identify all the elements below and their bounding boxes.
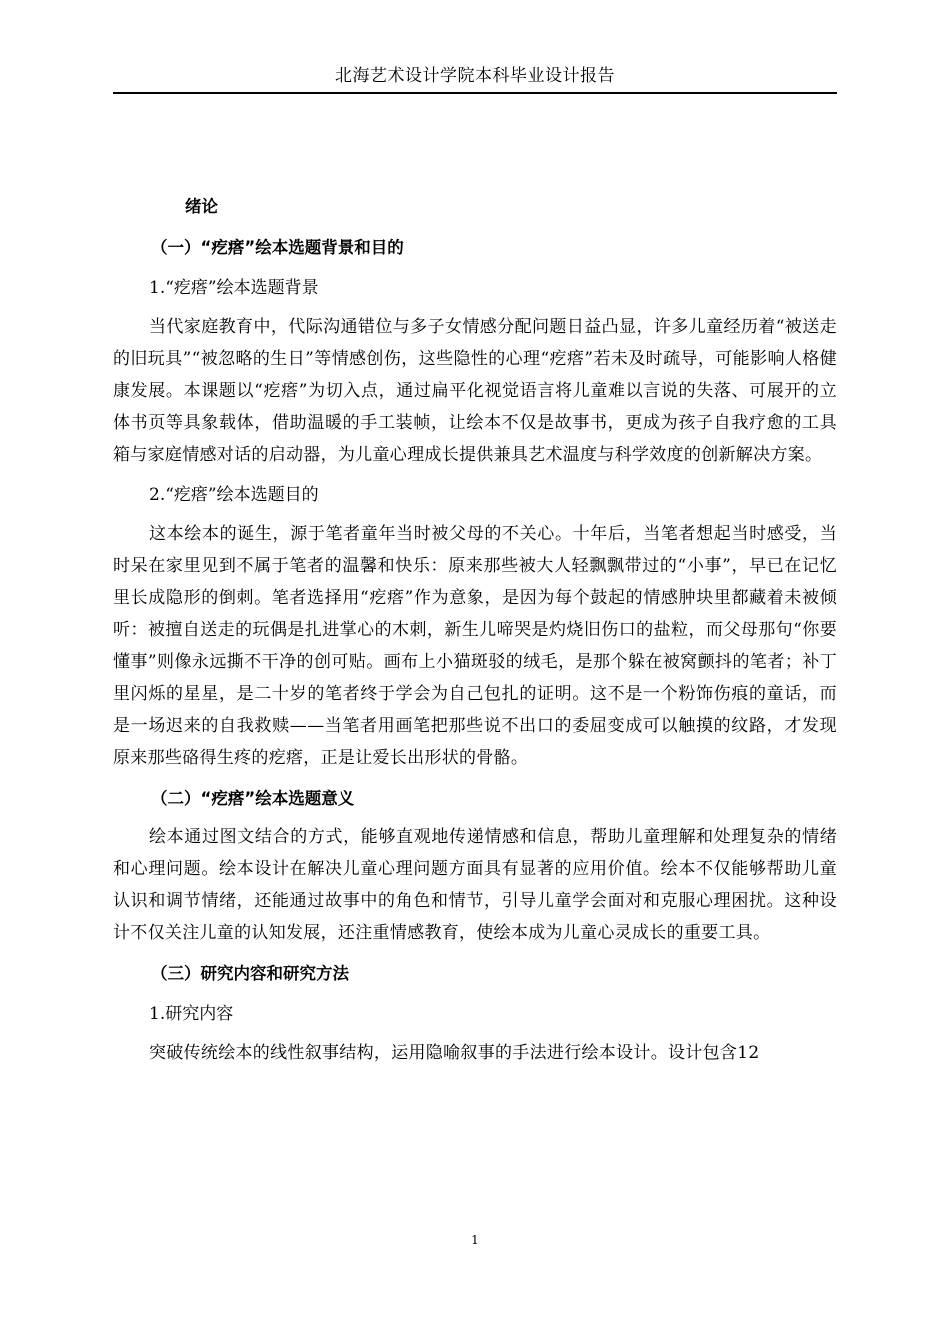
page-header: 北海艺术设计学院本科毕业设计报告	[113, 64, 837, 94]
section-3-subheading-1: 1.研究内容	[149, 1004, 234, 1024]
section-1-paragraph-1: 当代家庭教育中，代际沟通错位与多子女情感分配问题日益凸显，许多儿童经历着“被送走的旧玩具”“被忽略的生日”等情感创伤，这些隐性的心理“疙瘩”若未及时疏导，可能影响人格健康发展。本课题以“疙瘩”为切入点，通过扁平化视觉语言将儿童难以言说的失落、可展开的立体书页等具象载体，借助温暖的手工装帧，让绘本不仅是故事书，更成为孩子自我疗愈的工具箱与家庭情感对话的启动器，为儿童心理成长提供兼具艺术温度与科学效度的创新解决方案。	[113, 317, 837, 465]
section-3-paragraph-1: 突破传统绘本的线性叙事结构，运用隐喻叙事的手法进行绘本设计。设计包含12	[149, 1043, 760, 1063]
section-2-heading: （二）“疙瘩”绘本选题意义	[151, 789, 355, 808]
section-1-paragraph-2: 这本绘本的诞生，源于笔者童年当时被父母的不关心。十年后，当笔者想起当时感受，当时呆在家里见到不属于笔者的温馨和快乐：原来那些被大人轻飘飘带过的“小事”，早已在记忆里长成隐形的倒刺。笔者选择用“疙瘩”作为意象，是因为每个鼓起的情感肿块里都藏着未被倾听：被擅自送走的玩偶是扎进掌心的木刺，新生儿啼哭是灼烧旧伤口的盐粒，而父母那句“你要懂事”则像永远撕不干净的创可贴。画布上小猫斑驳的绒毛，是那个躲在被窝颤抖的笔者；补丁里闪烁的星星，是二十岁的笔者终于学会为自己包扎的证明。这不是一个粉饰伤痕的童话，而是一场迟来的自我救赎——当笔者用画笔把那些说不出口的委屈变成可以触摸的纹路，才发现原来那些硌得生疼的疙瘩，正是让爱长出形状的骨骼。	[113, 524, 837, 768]
section-1-heading: （一）“疙瘩”绘本选题背景和目的	[151, 238, 404, 257]
section-2-paragraph-1: 绘本通过图文结合的方式，能够直观地传递情感和信息，帮助儿童理解和处理复杂的情绪和心理问题。绘本设计在解决儿童心理问题方面具有显著的应用价值。绘本不仅能够帮助儿童认识和调节情绪，还能通过故事中的角色和情节，引导儿童学会面对和克服心理困扰。这种设计不仅关注儿童的认知发展，还注重情感教育，使绘本成为儿童心灵成长的重要工具。	[113, 827, 837, 943]
section-1-subheading-2: 2.“疙瘩”绘本选题目的	[149, 485, 319, 505]
section-3-heading: （三）研究内容和研究方法	[151, 964, 349, 983]
page-number: 1	[471, 1233, 479, 1247]
document-body	[113, 186, 837, 1073]
section-1-subheading-1: 1.“疙瘩”绘本选题背景	[149, 278, 319, 298]
intro-heading: 绪论	[185, 197, 218, 216]
